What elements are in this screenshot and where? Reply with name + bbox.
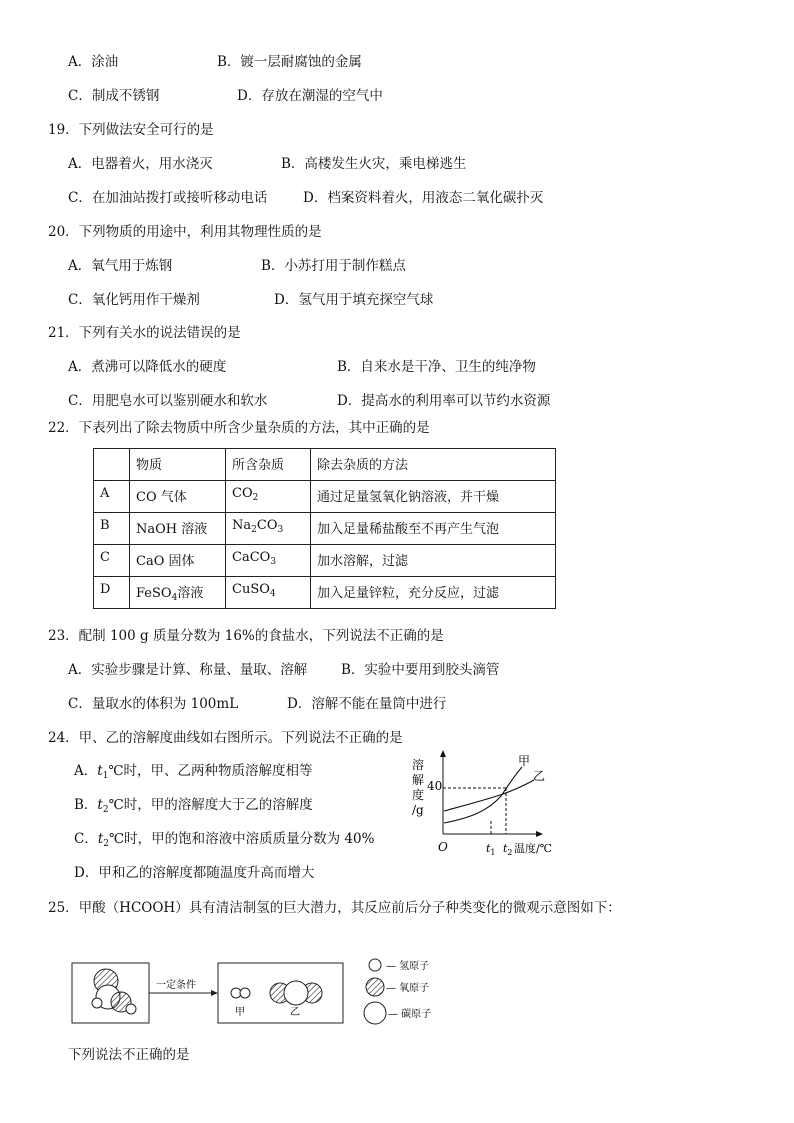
curve-yi-label: 乙 [533, 769, 546, 783]
q20-option-d: D．氢气用于填充探空气球 [274, 292, 434, 308]
q24-option-c: C．$t_2℃$时，甲的饱和溶液中溶质质量分数为 40% [74, 831, 375, 849]
q19-option-a: A．电器着火，用水浇灭 [68, 156, 213, 172]
impurity-table [93, 448, 556, 609]
table-header-row [94, 449, 556, 481]
q21-option-a: A．煮沸可以降低水的硬度 [68, 359, 227, 375]
q20-option-a: A．氧气用于炼钢 [68, 258, 173, 274]
x-tick-t1: $t_1$ [486, 842, 496, 857]
q20-option-b: B．小苏打用于制作糕点 [261, 258, 406, 274]
row-impurity: $CO_2$ [226, 481, 311, 513]
table-row [94, 577, 556, 609]
q20-option-c: C．氧化钙用作干燥剂 [68, 292, 200, 308]
q23-option-a: A．实验步骤是计算、称量、量取、溶解 [68, 662, 308, 678]
row-substance: FeSO$_4$溶液 [130, 577, 226, 609]
legend-oxygen-icon [366, 978, 384, 996]
row-method: 加水溶解，过滤 [311, 545, 556, 577]
reaction-arrowhead [211, 990, 218, 996]
row-method: 通过足量氢氧化钠溶液，并干燥 [311, 481, 556, 513]
q18-option-b: B．镀一层耐腐蚀的金属 [217, 54, 362, 70]
product-jia-label: 甲 [235, 1007, 245, 1018]
origin-label: O [438, 840, 448, 854]
x-tick-t2: $t_2$ [503, 842, 513, 857]
q24-option-b: B．$t_2℃$时，甲的溶解度大于乙的溶解度 [74, 797, 313, 815]
q25-follow-text: 下列说法不正确的是 [68, 1047, 190, 1063]
legend-hydrogen-icon [369, 959, 381, 971]
legend-hydrogen-label: — 氢原子 [386, 961, 430, 972]
q18-option-a: A．涂油 [68, 54, 119, 70]
row-key: B [94, 513, 130, 545]
table-row [94, 545, 556, 577]
q23-option-b: B．实验中要用到胶头滴管 [341, 662, 500, 678]
y-axis-label-2: 解 [412, 773, 425, 787]
q19-option-b: B．高楼发生火灾，乘电梯逃生 [281, 156, 467, 172]
q21-option-c: C．用肥皂水可以鉴别硬水和软水 [68, 393, 268, 409]
table-header-cell [94, 449, 130, 481]
q21-option-d: D．提高水的利用率可以节约水资源 [337, 393, 551, 409]
table-row [94, 513, 556, 545]
reaction-condition: 一定条件 [156, 980, 196, 991]
y-axis-arrow [440, 750, 446, 757]
x-axis-arrow [536, 831, 543, 837]
hydrogen-atom [240, 988, 250, 998]
legend-oxygen-label: — 氧原子 [386, 983, 430, 994]
q18-option-c: C．制成不锈钢 [68, 88, 160, 104]
curve-jia-label: 甲 [518, 754, 531, 768]
q25-stem: 25．甲酸（HCOOH）具有清洁制氢的巨大潜力，其反应前后分子种类变化的微观示意图如下： [48, 900, 621, 916]
y-axis-label-1: 溶 [412, 758, 425, 772]
table-header-cell: 所含杂质 [226, 449, 311, 481]
row-impurity: CaCO$_3$ [226, 545, 311, 577]
table-header-cell: 除去杂质的方法 [311, 449, 556, 481]
q24-stem: 24．甲、乙的溶解度曲线如右图所示。下列说法不正确的是 [48, 730, 403, 746]
row-substance: CO 气体 [130, 481, 226, 513]
hydrogen-atom [92, 998, 102, 1008]
legend-carbon-icon [364, 1002, 386, 1024]
carbon-atom [284, 981, 308, 1005]
micro-reaction-diagram [68, 955, 448, 1030]
q19-option-d: D．档案资料着火，用液态二氧化碳扑灭 [303, 190, 544, 206]
q24-option-d: D．甲和乙的溶解度都随温度升高而增大 [74, 865, 315, 881]
row-key: A [94, 481, 130, 513]
q19-option-c: C．在加油站拨打或接听移动电话 [68, 190, 268, 206]
q21-stem: 21．下列有关水的说法错误的是 [48, 325, 241, 341]
solubility-curve-figure [400, 748, 570, 860]
y-tick-40: 40 [427, 779, 443, 793]
q19-stem: 19．下列做法安全可行的是 [48, 122, 214, 138]
q18-option-d: D．存放在潮湿的空气中 [237, 88, 383, 104]
q23-stem: 23．配制 100 g 质量分数为 16%的食盐水，下列说法不正确的是 [48, 628, 444, 644]
q20-stem: 20．下列物质的用途中，利用其物理性质的是 [48, 224, 322, 240]
q23-option-c: C．量取水的体积为 100mL [68, 696, 239, 712]
row-key: C [94, 545, 130, 577]
row-key: D [94, 577, 130, 609]
y-axis-label-3: 度 [412, 788, 425, 802]
table-header-cell: 物质 [130, 449, 226, 481]
row-substance: NaOH 溶液 [130, 513, 226, 545]
table-row [94, 481, 556, 513]
q21-option-b: B．自来水是干净、卫生的纯净物 [337, 359, 536, 375]
row-method: 加入足量锌粒，充分反应，过滤 [311, 577, 556, 609]
row-impurity: $Na_2CO_3$ [226, 513, 311, 545]
legend-carbon-label: — 碳原子 [388, 1009, 432, 1020]
row-impurity: CuSO$_4$ [226, 577, 311, 609]
y-axis-label-4: /g [412, 803, 424, 817]
row-method: 加入足量稀盐酸至不再产生气泡 [311, 513, 556, 545]
x-axis-label: 温度/℃ [514, 842, 553, 855]
row-substance: CaO 固体 [130, 545, 226, 577]
q24-option-a: A．$t_1℃$时，甲、乙两种物质溶解度相等 [74, 763, 313, 781]
product-yi-label: 乙 [290, 1007, 300, 1018]
hydrogen-atom [126, 1004, 136, 1014]
q23-option-d: D．溶解不能在量筒中进行 [287, 696, 447, 712]
q22-stem: 22．下表列出了除去物质中所含少量杂质的方法，其中正确的是 [48, 420, 430, 436]
curve-jia [444, 767, 522, 823]
